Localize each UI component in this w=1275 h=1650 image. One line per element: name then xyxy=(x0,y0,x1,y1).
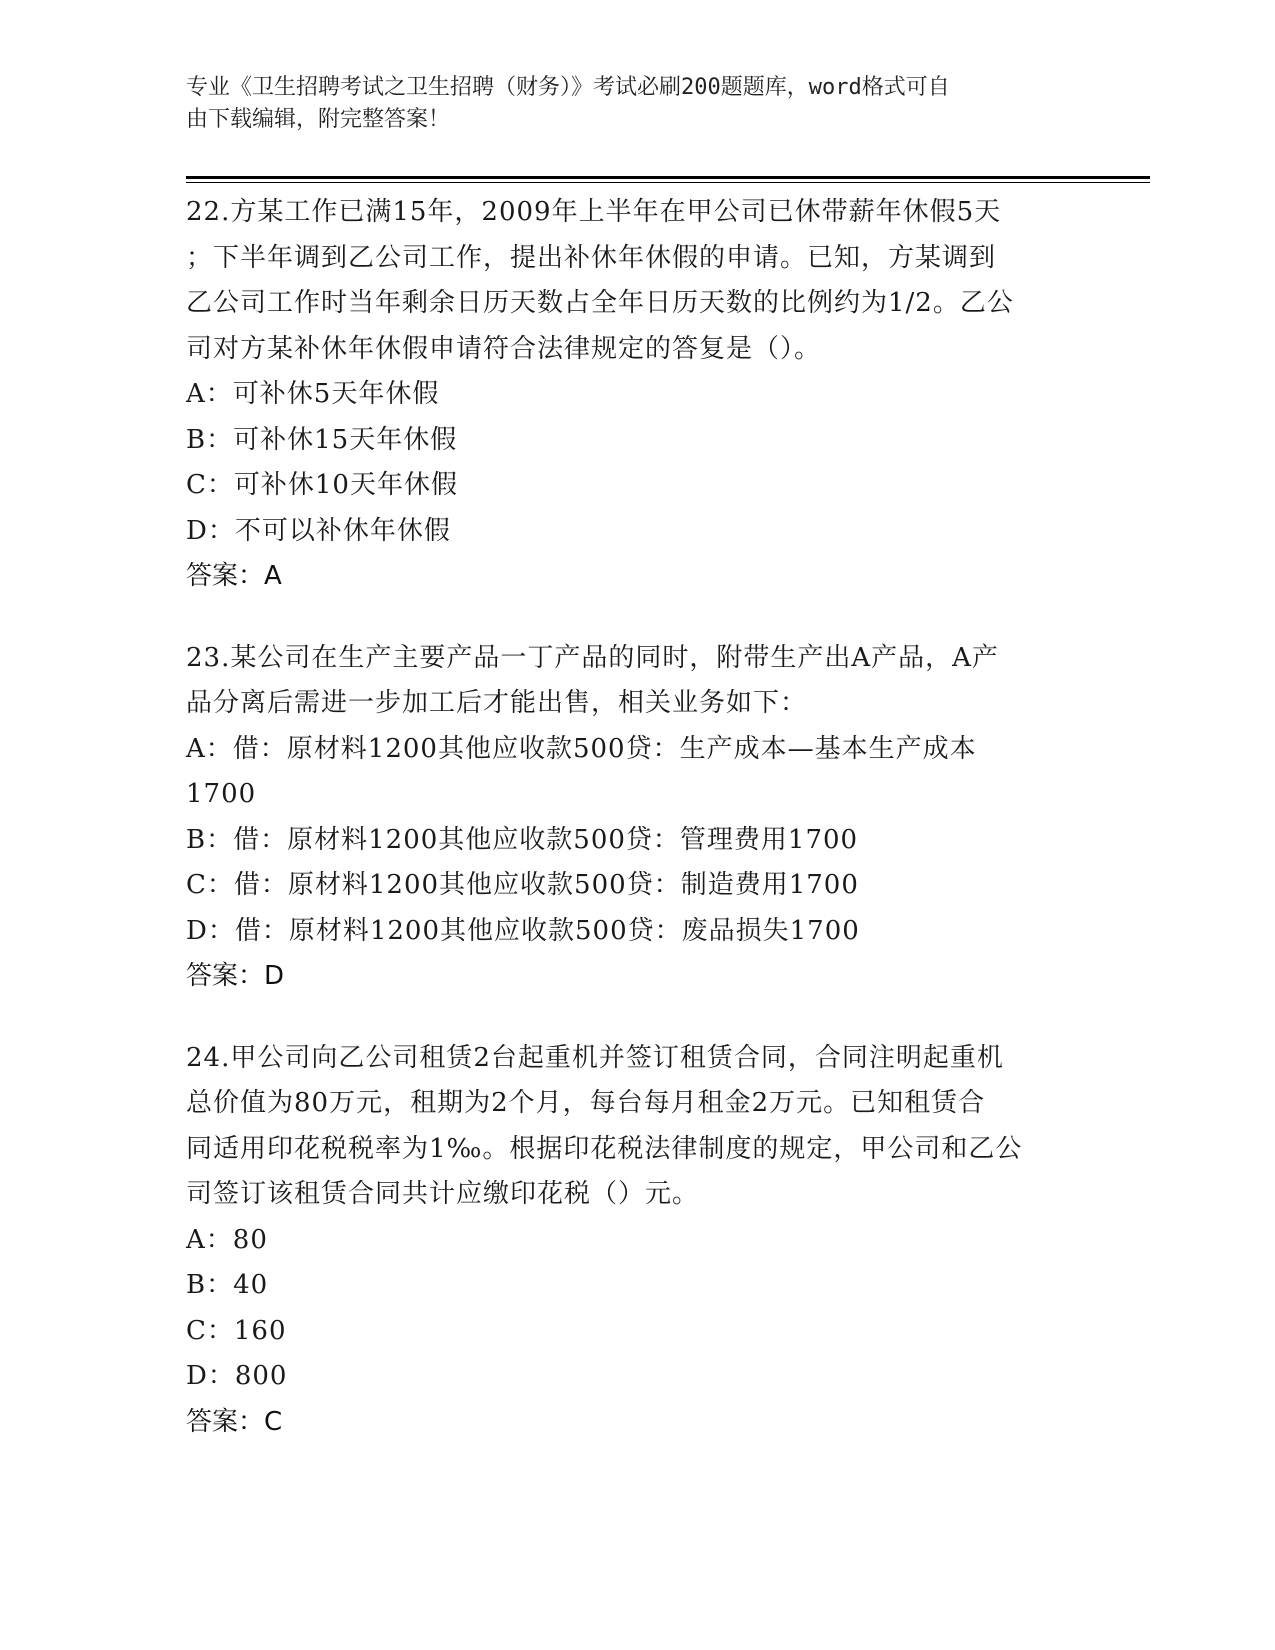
header-line-1: 专业《卫生招聘考试之卫生招聘（财务）》考试必刷200题题库，word格式可自 xyxy=(186,75,950,100)
header-divider-thin xyxy=(186,182,1150,183)
option-a: A：80 xyxy=(186,1224,268,1255)
option-c: C：160 xyxy=(186,1315,287,1346)
option-a: A：可补休5天年休假 xyxy=(186,379,440,409)
answer-line: 答案：A xyxy=(186,561,282,591)
option-a-continued: 1700 xyxy=(186,779,257,809)
question-list xyxy=(186,190,1086,1481)
header-line-2: 由下载编辑，附完整答案！ xyxy=(186,107,451,132)
option-d: D：借：原材料1200其他应收款500贷：废品损失1700 xyxy=(186,915,860,946)
question-stem-line: 22.方某工作已满15年，2009年上半年在甲公司已休带薪年休假5天 xyxy=(186,197,1002,227)
question-stem-line: 乙公司工作时当年剩余日历天数占全年日历天数的比例约为1/2。乙公 xyxy=(186,288,1014,318)
question-stem-line: 23.某公司在生产主要产品一丁产品的同时，附带生产出A产品，A产 xyxy=(186,642,999,673)
question-stem-line: 24.甲公司向乙公司租赁2台起重机并签订租赁合同，合同注明起重机 xyxy=(186,1042,1004,1073)
header-divider-thick xyxy=(186,176,1150,179)
option-a: A：借：原材料1200其他应收款500贷：生产成本—基本生产成本 xyxy=(186,733,977,764)
question-24 xyxy=(186,1036,1086,1446)
option-b: B：可补休15天年休假 xyxy=(186,424,458,455)
option-d: D：不可以补休年休假 xyxy=(186,515,451,546)
question-22 xyxy=(186,190,1086,600)
question-23 xyxy=(186,636,1086,1000)
option-c: C：可补休10天年休假 xyxy=(186,470,458,500)
answer-line: 答案：D xyxy=(186,961,285,991)
question-stem-line: ；下半年调到乙公司工作，提出补休年休假的申请。已知，方某调到 xyxy=(186,242,997,273)
question-stem-line: 司签订该租赁合同共计应缴印花税（）元。 xyxy=(186,1179,700,1209)
document-header xyxy=(186,72,1086,136)
option-c: C：借：原材料1200其他应收款500贷：制造费用1700 xyxy=(186,870,859,900)
option-d: D：800 xyxy=(186,1361,288,1391)
question-stem-line: 总价值为80万元，租期为2个月，每台每月租金2万元。已知租赁合 xyxy=(186,1088,986,1118)
question-stem-line: 品分离后需进一步加工后才能出售，相关业务如下： xyxy=(186,688,808,718)
question-stem-line: 司对方某补休年休假申请符合法律规定的答复是（）。 xyxy=(186,333,822,364)
question-stem-line: 同适用印花税税率为1‰。根据印花税法律制度的规定，甲公司和乙公 xyxy=(186,1133,1023,1164)
answer-line: 答案：C xyxy=(186,1406,283,1437)
option-b: B：40 xyxy=(186,1270,269,1300)
option-b: B：借：原材料1200其他应收款500贷：管理费用1700 xyxy=(186,824,859,855)
